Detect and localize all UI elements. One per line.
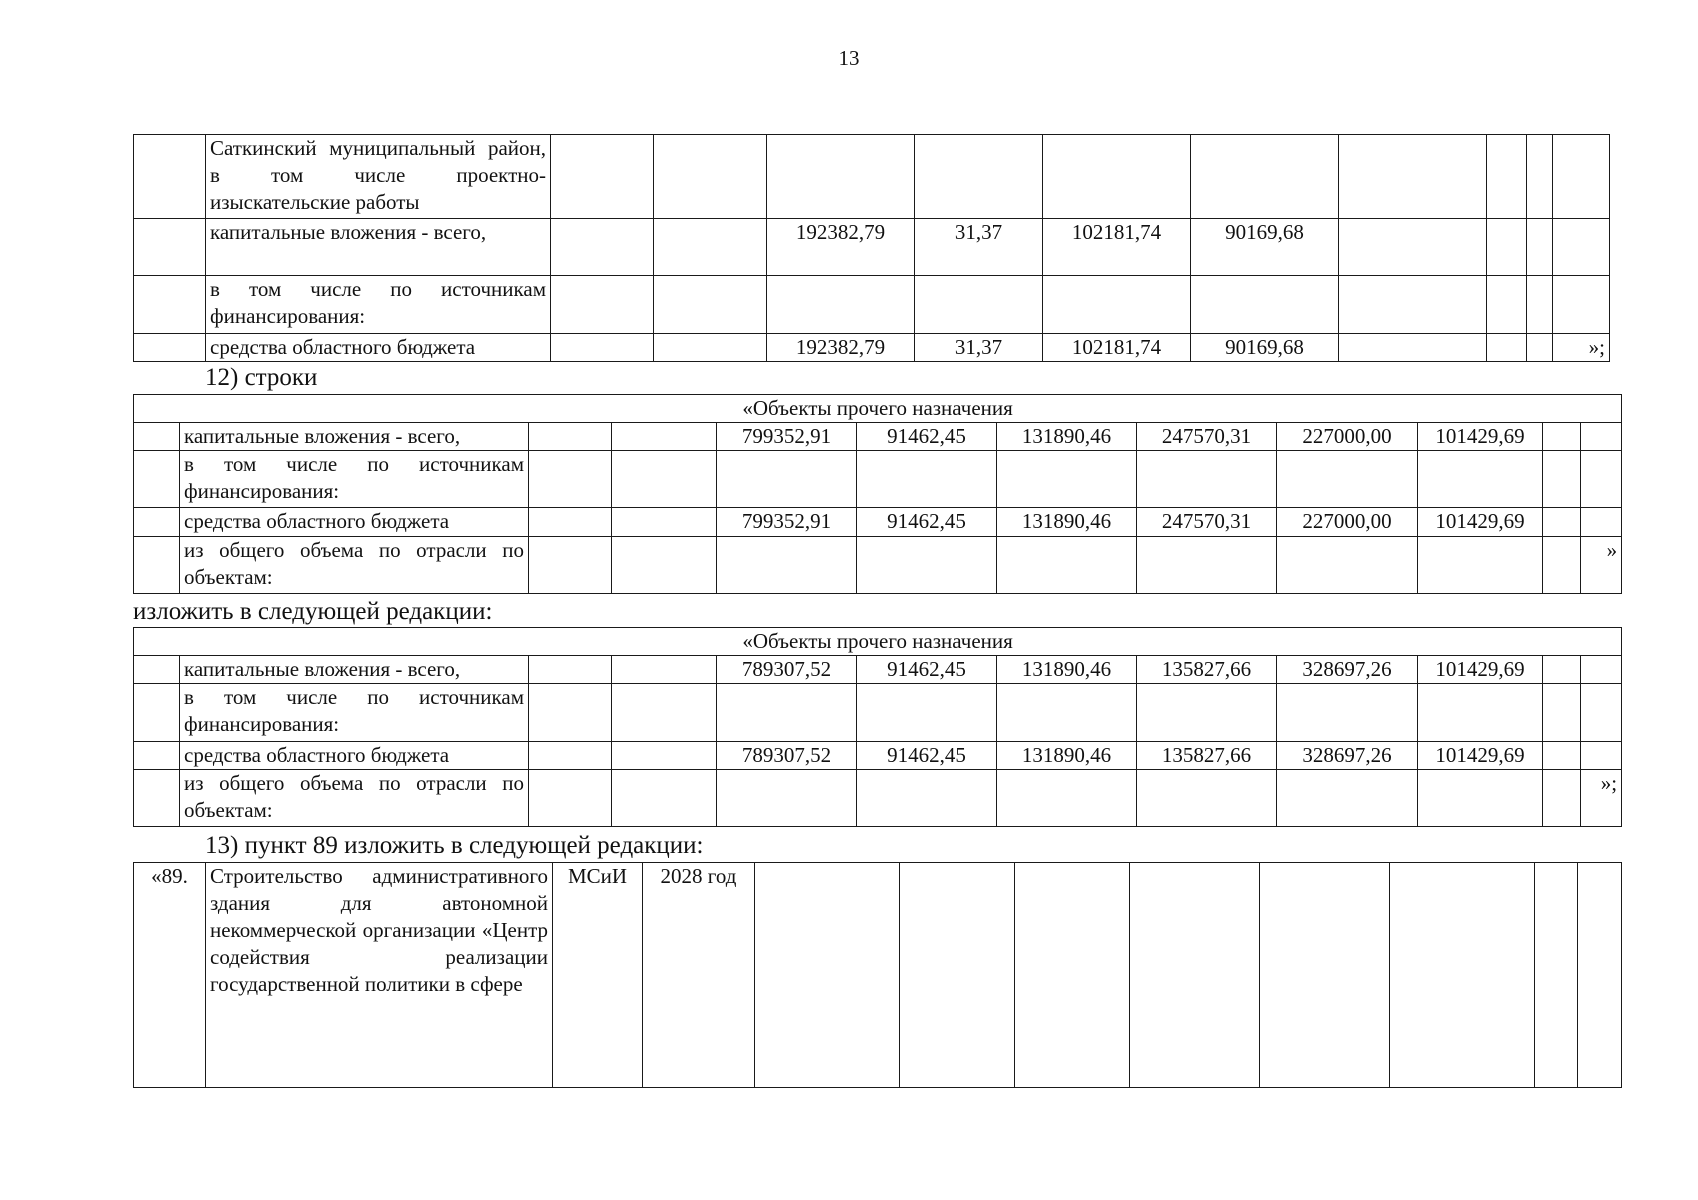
row-label: Саткинский муниципальный район, в том числе проектно-изыскательские работы xyxy=(206,135,551,219)
item-name: Строительство административного здания для автономной некоммерческой организации «Центр содействия реализации государственной политики в сфере xyxy=(206,863,553,1088)
table-header-row xyxy=(134,395,1622,423)
edit-instruction-label: изложить в следующей редакции: xyxy=(133,598,493,625)
customer-cell: МСиИ xyxy=(553,863,643,1088)
section-12-label: 12) строки xyxy=(205,364,318,391)
table-row xyxy=(134,863,1622,1088)
table-other-objects-new xyxy=(133,627,1622,827)
row-label: из общего объема по отрасли по объектам: xyxy=(180,537,529,594)
row-label: в том числе по источникам финансирования: xyxy=(180,684,529,742)
row-label: капитальные вложения - всего, xyxy=(206,219,551,276)
table-row: из общего объема по отрасли по объектам: »; xyxy=(134,770,1622,827)
table-satka xyxy=(133,134,1610,362)
table-row: капитальные вложения - всего, 799352,91 91462,45 131890,46 247570,31 227000,00 101429,69 xyxy=(134,423,1622,451)
table-row xyxy=(134,451,1622,508)
row-label: в том числе по источникам финансирования: xyxy=(206,276,551,334)
table-header: «Объекты прочего назначения xyxy=(134,395,1622,423)
row-label: капитальные вложения - всего, xyxy=(180,656,529,684)
table-other-objects-old xyxy=(133,394,1622,594)
section-13-label: 13) пункт 89 изложить в следующей редакции: xyxy=(205,832,704,859)
table-row: средства областного бюджета 192382,79 31,37 102181,74 90169,68 »; xyxy=(134,334,1610,362)
table-row xyxy=(134,276,1610,334)
table-row: средства областного бюджета 799352,91 91462,45 131890,46 247570,31 227000,00 101429,69 xyxy=(134,508,1622,537)
table-row: средства областного бюджета 789307,52 91462,45 131890,46 135827,66 328697,26 101429,69 xyxy=(134,742,1622,770)
row-label: капитальные вложения - всего, xyxy=(180,423,529,451)
row-label: средства областного бюджета xyxy=(206,334,551,362)
row-label: средства областного бюджета xyxy=(180,742,529,770)
page-number: 13 xyxy=(838,46,860,70)
year-cell: 2028 год xyxy=(643,863,755,1088)
row-label: из общего объема по отрасли по объектам: xyxy=(180,770,529,827)
table-header-row xyxy=(134,628,1622,656)
table-row: из общего объема по отрасли по объектам: » xyxy=(134,537,1622,594)
row-label: в том числе по источникам финансирования: xyxy=(180,451,529,508)
table-row: капитальные вложения - всего, 789307,52 91462,45 131890,46 135827,66 328697,26 101429,69 xyxy=(134,656,1622,684)
table-row: капитальные вложения - всего, 192382,79 31,37 102181,74 90169,68 xyxy=(134,219,1610,276)
table-row xyxy=(134,684,1622,742)
table-item-89 xyxy=(133,862,1622,1088)
table-header: «Объекты прочего назначения xyxy=(134,628,1622,656)
item-number: «89. xyxy=(134,863,206,1088)
table-row xyxy=(134,135,1610,219)
row-label: средства областного бюджета xyxy=(180,508,529,537)
